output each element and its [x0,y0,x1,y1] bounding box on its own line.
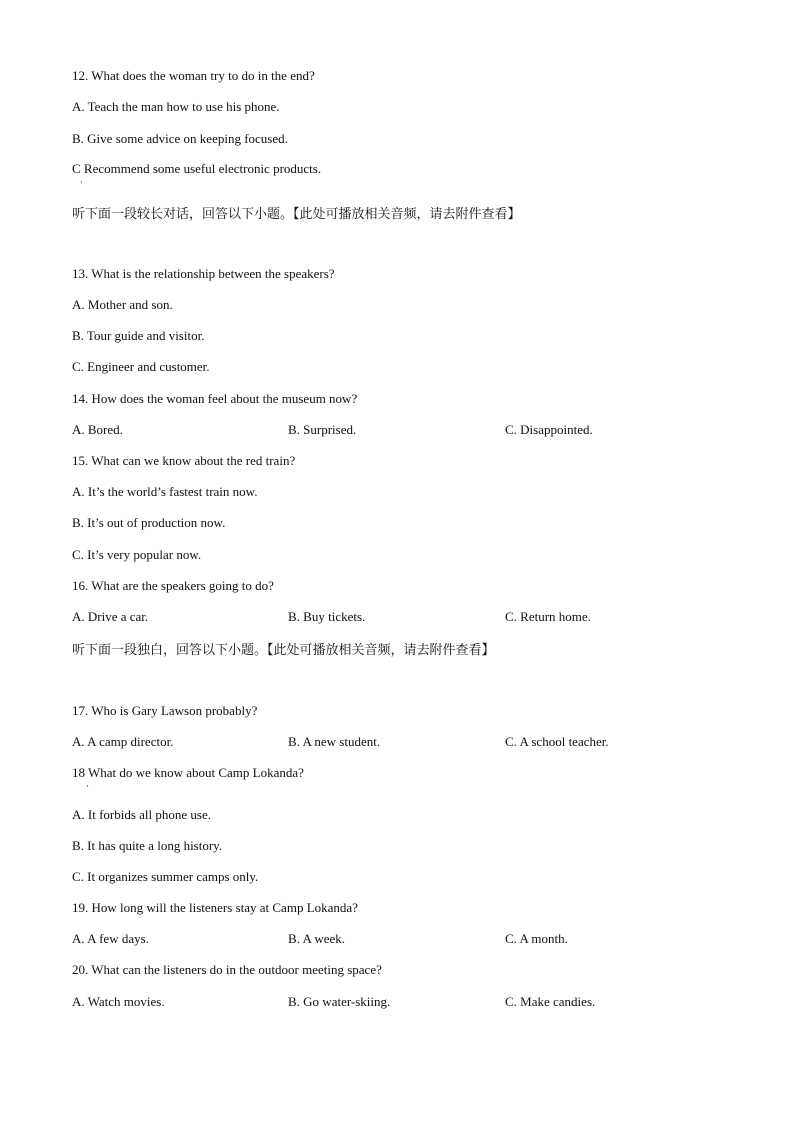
q19-option-c: C. A month. [505,931,568,946]
q13-option-b: B. Tour guide and visitor. [72,328,205,343]
q15-option-b: B. It’s out of production now. [72,515,226,530]
q20-option-c: C. Make candies. [505,994,596,1009]
q12-option-a: A. Teach the man how to use his phone. [72,99,280,114]
stray-dot-mark: · [80,177,83,187]
q16-option-c: C. Return home. [505,609,591,624]
q12-question: 12. What does the woman try to do in the end? [72,68,315,83]
stray-dot-mark: · [86,781,89,791]
q20-option-b: B. Go water-skiing. [288,994,391,1009]
q19-option-b: B. A week. [288,931,346,946]
q18-option-c: C. It organizes summer camps only. [72,869,259,884]
q17-option-a: A. A camp director. [72,734,174,749]
q16-question: 16. What are the speakers going to do? [72,578,274,593]
q18-option-a: A. It forbids all phone use. [72,807,212,822]
q16-option-b: B. Buy tickets. [288,609,366,624]
q17-option-b: B. A new student. [288,734,381,749]
q14-question: 14. How does the woman feel about the museum now? [72,391,358,406]
q17-option-c: C. A school teacher. [505,734,609,749]
q13-question: 13. What is the relationship between the speakers? [72,266,335,281]
q18-question: 18 What do we know about Camp Lokanda? [72,765,304,780]
q18-option-b: B. It has quite a long history. [72,838,223,853]
q15-question: 15. What can we know about the red train? [72,453,296,468]
q16-option-a: A. Drive a car. [72,609,149,624]
q15-option-c: C. It’s very popular now. [72,547,202,562]
q15-option-a: A. It’s the world’s fastest train now. [72,484,258,499]
q12-option-c: C Recommend some useful electronic products. [72,161,322,176]
q14-option-b: B. Surprised. [288,422,357,437]
q19-option-a: A. A few days. [72,931,149,946]
section2-instruction: 听下面一段独白，回答以下小题。【此处可播放相关音频，请去附件查看】 [72,643,495,658]
q20-option-a: A. Watch movies. [72,994,165,1009]
q13-option-c: C. Engineer and customer. [72,359,210,374]
q20-question: 20. What can the listeners do in the outdoor meeting space? [72,962,382,977]
q14-option-a: A. Bored. [72,422,123,437]
q12-option-b: B. Give some advice on keeping focused. [72,131,288,146]
q19-question: 19. How long will the listeners stay at Camp Lokanda? [72,900,358,915]
q17-question: 17. Who is Gary Lawson probably? [72,703,258,718]
q14-option-c: C. Disappointed. [505,422,593,437]
q13-option-a: A. Mother and son. [72,297,173,312]
section1-instruction: 听下面一段较长对话，回答以下小题。【此处可播放相关音频，请去附件查看】 [72,207,521,222]
